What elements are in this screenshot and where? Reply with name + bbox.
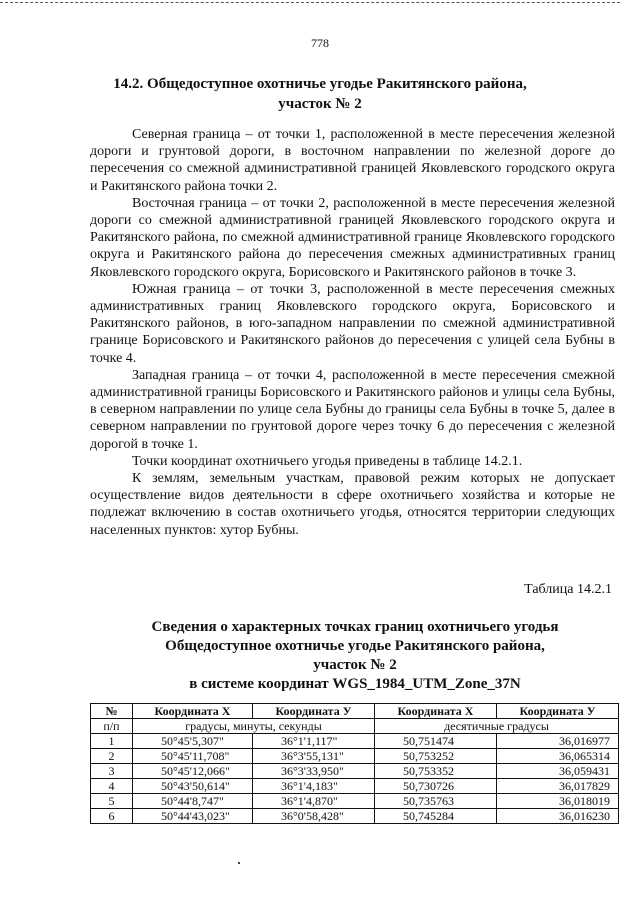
coord-x-dec-cell: 50,735763 bbox=[375, 794, 497, 809]
coord-x-dec-cell: 50,753252 bbox=[375, 749, 497, 764]
paragraph-east-border: Восточная граница – от точки 2, расположенной в месте пересечения железной дороги со смежной административной границей Яковлевского городского округа и Ракитянского района, по смежной административной границе Яковлевского городского округа и Ракитянского района до пересечения смежных административных границ Яковлевского городского округа, Борисовского и Ракитянского районов в точке 3. bbox=[90, 195, 615, 280]
coord-y-dec-cell: 36,059431 bbox=[497, 764, 619, 779]
header-number: № bbox=[91, 704, 133, 719]
header-coord-y-dec: Координата У bbox=[497, 704, 619, 719]
scan-speck bbox=[238, 862, 240, 864]
coord-y-dms-cell: 36°0'58,428" bbox=[253, 809, 375, 824]
header-coord-y-dms: Координата У bbox=[253, 704, 375, 719]
coordinates-table bbox=[90, 703, 619, 824]
coord-y-dec-cell: 36,016977 bbox=[497, 734, 619, 749]
table-row bbox=[91, 734, 619, 749]
point-number-cell: 2 bbox=[91, 749, 133, 764]
header-decimal-units: десятичные градусы bbox=[375, 719, 619, 734]
section-title bbox=[90, 74, 550, 114]
table-title-line-1: Сведения о характерных точках границ охотничьего угодья bbox=[151, 619, 559, 635]
coord-y-dec-cell: 36,065314 bbox=[497, 749, 619, 764]
coord-y-dec-cell: 36,018019 bbox=[497, 794, 619, 809]
coord-x-dms-cell: 50°43'50,614" bbox=[133, 779, 253, 794]
coord-x-dms-cell: 50°45'11,708" bbox=[133, 749, 253, 764]
table-title bbox=[90, 618, 620, 694]
table-header-row bbox=[91, 704, 619, 719]
page-number: 778 bbox=[311, 36, 329, 50]
table-title-line-4: в системе координат WGS_1984_UTM_Zone_37N bbox=[189, 676, 521, 692]
point-number-cell: 4 bbox=[91, 779, 133, 794]
coord-y-dms-cell: 36°1'4,183" bbox=[253, 779, 375, 794]
table-row bbox=[91, 764, 619, 779]
table-subheader-row bbox=[91, 719, 619, 734]
body-text bbox=[90, 126, 615, 539]
point-number-cell: 3 bbox=[91, 764, 133, 779]
point-number-cell: 5 bbox=[91, 794, 133, 809]
coord-x-dec-cell: 50,730726 bbox=[375, 779, 497, 794]
section-title-line-2: участок № 2 bbox=[278, 96, 362, 112]
coord-y-dec-cell: 36,017829 bbox=[497, 779, 619, 794]
paragraph-excluded-lands: К землям, земельным участкам, правовой режим которых не допускает осуществление видов деятельности в сфере охотничьего хозяйства и которые не подлежат включению в состав охотничьего угодья, относятся территории следующих населенных пунктов: хутор Бубны. bbox=[90, 471, 615, 538]
coord-x-dms-cell: 50°44'8,747" bbox=[133, 794, 253, 809]
table-label: Таблица 14.2.1 bbox=[524, 582, 612, 597]
coord-y-dms-cell: 36°1'1,117" bbox=[253, 734, 375, 749]
table-row bbox=[91, 749, 619, 764]
coord-x-dms-cell: 50°44'43,023" bbox=[133, 809, 253, 824]
table-row bbox=[91, 809, 619, 824]
table-row bbox=[91, 779, 619, 794]
coord-y-dms-cell: 36°3'33,950" bbox=[253, 764, 375, 779]
coord-x-dec-cell: 50,745284 bbox=[375, 809, 497, 824]
coord-y-dec-cell: 36,016230 bbox=[497, 809, 619, 824]
table-row bbox=[91, 794, 619, 809]
paragraph-west-border: Западная граница – от точки 4, расположенной в месте пересечения смежной административной границы Борисовского и Ракитянского районов и улицы села Бубны, в северном направлении по улице села Бубны до границы села Бубны в точке 5, далее в северном направлении по грунтовой дороге через точку 6 до пересечения с железной дорогой в точке 1. bbox=[90, 367, 615, 452]
coord-x-dms-cell: 50°45'12,066" bbox=[133, 764, 253, 779]
paragraph-north-border: Северная граница – от точки 1, расположенной в месте пересечения железной дороги и грунтовой дороги, в восточном направлении по железной дороге до пересечения со смежной административной границей Яковлевского городского округа и Ракитянского района точки 2. bbox=[90, 127, 615, 194]
coord-y-dms-cell: 36°1'4,870" bbox=[253, 794, 375, 809]
section-title-line-1: 14.2. Общедоступное охотничье угодье Ракитянского района, bbox=[113, 76, 527, 92]
table-title-line-2: Общедоступное охотничье угодье Ракитянского района, bbox=[165, 638, 545, 654]
coord-x-dms-cell: 50°45'5,307" bbox=[133, 734, 253, 749]
table-title-line-3: участок № 2 bbox=[313, 657, 397, 673]
paragraph-table-reference: Точки координат охотничьего угодья приведены в таблице 14.2.1. bbox=[132, 453, 523, 469]
header-dms-units: градусы, минуты, секунды bbox=[133, 719, 375, 734]
header-number-sub: п/п bbox=[91, 719, 133, 734]
point-number-cell: 1 bbox=[91, 734, 133, 749]
coord-x-dec-cell: 50,751474 bbox=[375, 734, 497, 749]
paragraph-south-border: Южная граница – от точки 3, расположенной в месте пересечения смежных административных границ Яковлевского городского округа, Борисовского и Ракитянского районов, в юго-западном направлении по смежной административной границе Борисовского и Ракитянского районов до пересечения с улицей села Бубны в точке 4. bbox=[90, 281, 615, 366]
coord-x-dec-cell: 50,753352 bbox=[375, 764, 497, 779]
point-number-cell: 6 bbox=[91, 809, 133, 824]
header-coord-x-dec: Координата X bbox=[375, 704, 497, 719]
header-coord-x-dms: Координата X bbox=[133, 704, 253, 719]
top-scan-border bbox=[0, 2, 620, 3]
coord-y-dms-cell: 36°3'55,131" bbox=[253, 749, 375, 764]
